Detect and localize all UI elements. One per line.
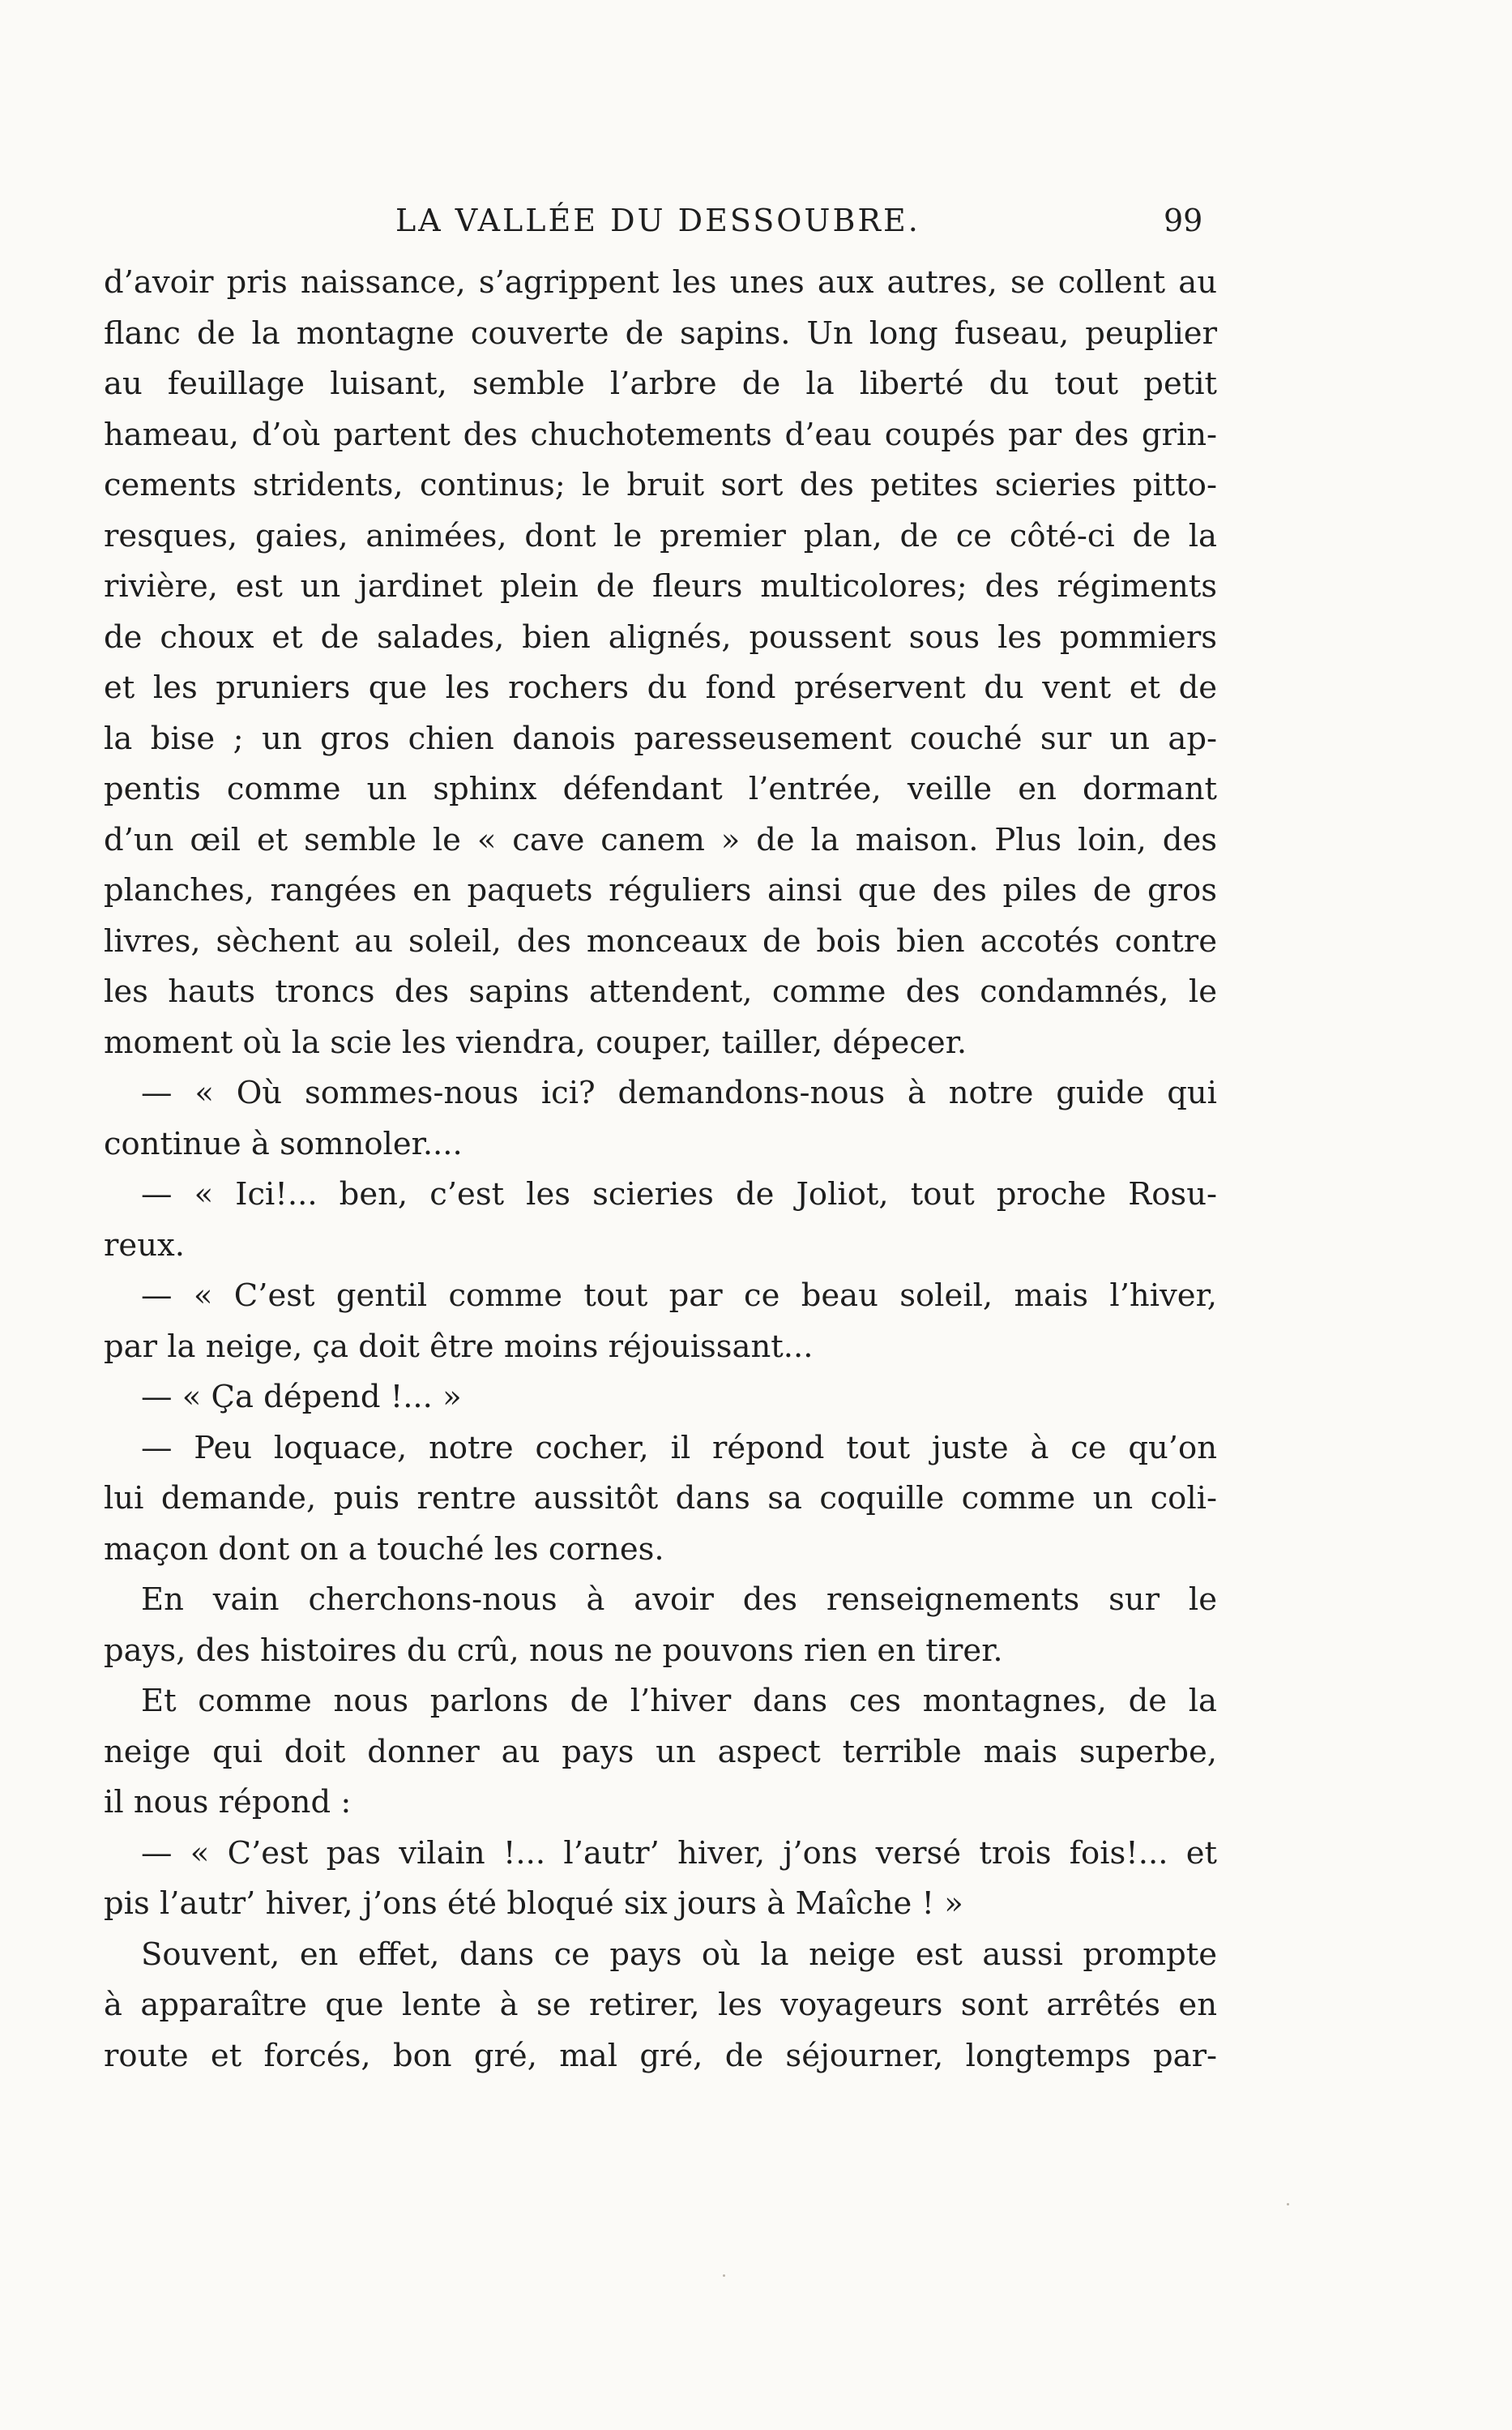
text-line: lui demande, puis rentre aussitôt dans sa coquille comme un coli-: [104, 1480, 1217, 1517]
text-line: — « Ici!... ben, c’est les scieries de Joliot, tout proche Rosu-: [141, 1176, 1217, 1213]
running-title: LA VALLÉE DU DESSOUBRE.: [395, 203, 920, 238]
text-line: neige qui doit donner au pays un aspect terrible mais superbe,: [104, 1733, 1217, 1770]
text-line: — « Où sommes-nous ici? demandons-nous à notre guide qui: [141, 1075, 1217, 1111]
text-line: rivière, est un jardinet plein de fleurs multicolores; des régiments: [104, 568, 1217, 605]
text-line: continue à somnoler....: [104, 1125, 463, 1162]
body-text: [104, 258, 1217, 2081]
text-line: d’un œil et semble le « cave canem » de la maison. Plus loin, des: [104, 821, 1217, 858]
text-line: Et comme nous parlons de l’hiver dans ces montagnes, de la: [141, 1683, 1217, 1719]
text-line: — « C’est pas vilain !... l’autr’ hiver, j’ons versé trois fois!... et: [141, 1834, 1217, 1872]
text-line: moment où la scie les viendra, couper, tailler, dépecer.: [104, 1024, 967, 1061]
text-line: pays, des histoires du crû, nous ne pouvons rien en tirer.: [104, 1632, 1003, 1669]
text-line: resques, gaies, animées, dont le premier plan, de ce côté-ci de la: [104, 517, 1217, 554]
paper-speck: [723, 2274, 725, 2277]
text-line: la bise ; un gros chien danois paresseusement couché sur un ap-: [104, 720, 1217, 757]
text-line: — Peu loquace, notre cocher, il répond tout juste à ce qu’on: [141, 1429, 1217, 1466]
text-line: pis l’autr’ hiver, j’ons été bloqué six jours à Maîche ! »: [104, 1885, 963, 1922]
text-line: à apparaître que lente à se retirer, les voyageurs sont arrêtés en: [104, 1987, 1217, 2023]
text-line: pentis comme un sphinx défendant l’entrée, veille en dormant: [104, 771, 1217, 807]
text-line: les hauts troncs des sapins attendent, comme des condamnés, le: [104, 973, 1217, 1010]
text-line: — « C’est gentil comme tout par ce beau soleil, mais l’hiver,: [141, 1277, 1217, 1314]
text-line: par la neige, ça doit être moins réjouissant...: [104, 1328, 814, 1365]
text-line: d’avoir pris naissance, s’agrippent les unes aux autres, se collent au: [104, 264, 1217, 301]
text-line: hameau, d’où partent des chuchotements d’eau coupés par des grin-: [104, 416, 1217, 453]
text-line: route et forcés, bon gré, mal gré, de séjourner, longtemps par-: [104, 2037, 1217, 2074]
text-line: maçon dont on a touché les cornes.: [104, 1530, 664, 1568]
text-line: — « Ça dépend !... »: [141, 1379, 462, 1415]
text-line: reux.: [104, 1226, 185, 1264]
text-line: En vain cherchons-nous à avoir des renseignements sur le: [141, 1581, 1217, 1618]
text-line: flanc de la montagne couverte de sapins. Un long fuseau, peuplier: [104, 314, 1217, 352]
running-head: [0, 196, 1512, 245]
text-line: planches, rangées en paquets réguliers ainsi que des piles de gros: [104, 872, 1217, 909]
text-line: il nous répond :: [104, 1784, 352, 1820]
text-line: et les pruniers que les rochers du fond préservent du vent et de: [104, 670, 1217, 706]
text-line: de choux et de salades, bien alignés, poussent sous les pommiers: [104, 618, 1217, 656]
paper-speck: [1287, 2203, 1289, 2205]
text-line: livres, sèchent au soleil, des monceaux de bois bien accotés contre: [104, 922, 1217, 960]
page-number: 99: [1164, 203, 1203, 238]
text-line: au feuillage luisant, semble l’arbre de la liberté du tout petit: [104, 366, 1217, 402]
text-line: cements stridents, continus; le bruit sort des petites scieries pitto-: [104, 467, 1217, 503]
text-line: Souvent, en effet, dans ce pays où la neige est aussi prompte: [141, 1936, 1217, 1973]
